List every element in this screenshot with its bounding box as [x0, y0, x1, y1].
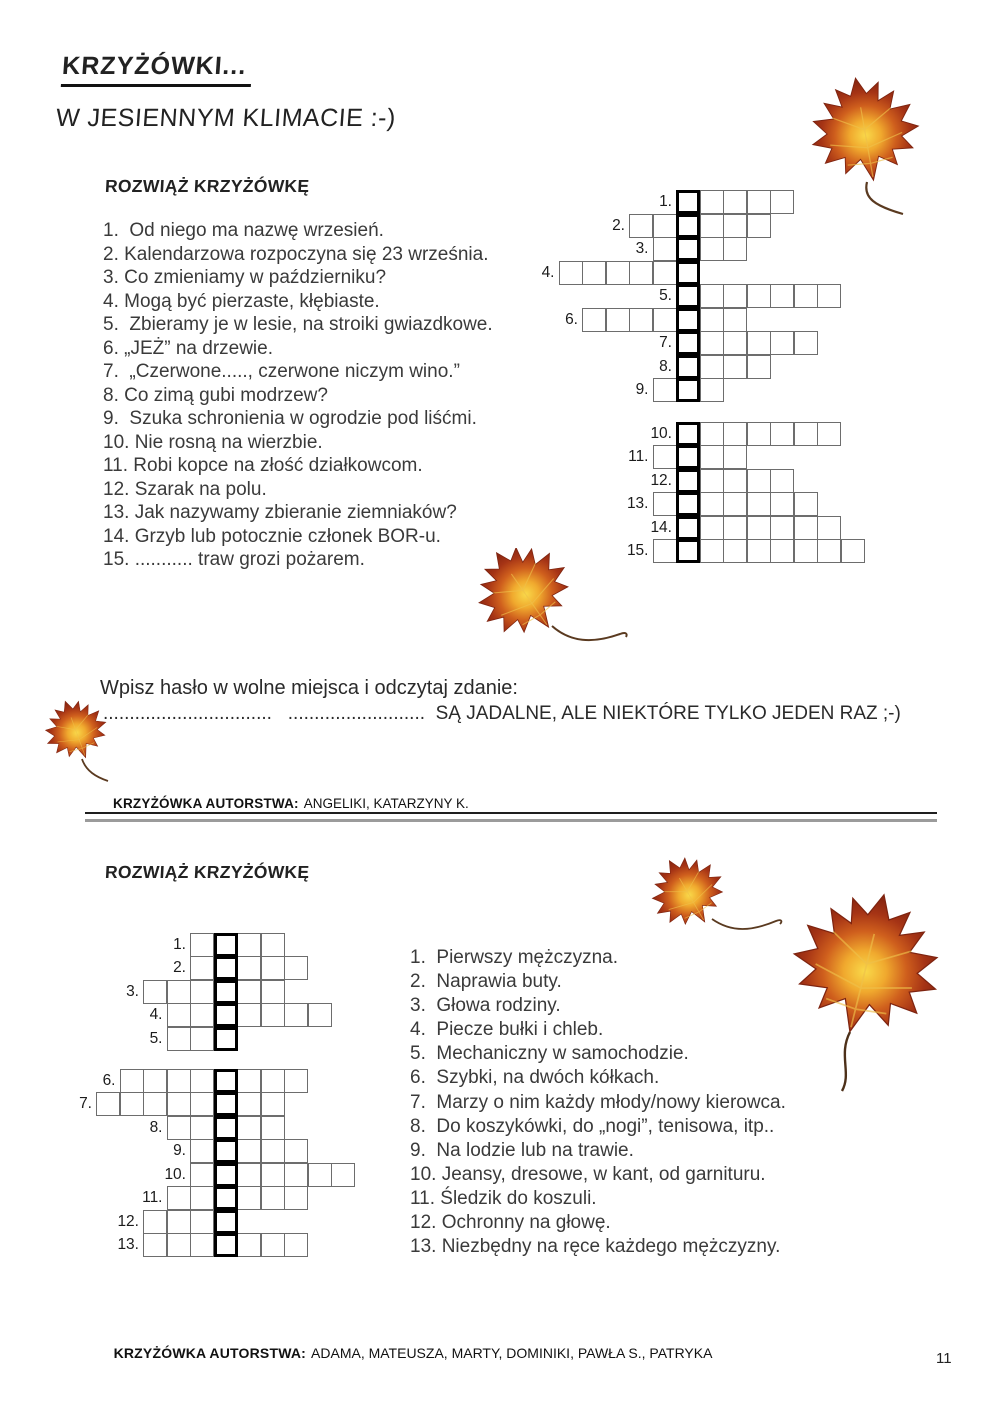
crossword-answer-cell: [214, 1116, 238, 1140]
maple-leaf-image: [40, 697, 120, 787]
crossword-cell: [653, 237, 677, 261]
grid-row-number: 15.: [626, 542, 649, 559]
grid-row-number: 4.: [149, 1006, 163, 1023]
crossword-answer-cell: [214, 1092, 238, 1116]
crossword-cell: [167, 1116, 191, 1140]
crossword-cell: [723, 355, 747, 379]
page-number: 11: [936, 1350, 952, 1367]
crossword-cell: [261, 1003, 285, 1027]
crossword-cell: [167, 1210, 191, 1234]
crossword-cell: [747, 284, 771, 308]
crossword-cell: [723, 539, 747, 563]
crossword-cell: [284, 1163, 308, 1187]
crossword-cell: [723, 445, 747, 469]
crossword-cell: [700, 492, 724, 516]
crossword-cell: [770, 422, 794, 446]
grid-row-number: 11.: [142, 1189, 163, 1206]
crossword-cell: [284, 1139, 308, 1163]
crossword-answer-cell: [676, 190, 700, 214]
crossword-cell: [770, 469, 794, 493]
crossword-cell: [237, 1116, 261, 1140]
crossword-cell: [190, 1210, 214, 1234]
grid-row-number: 9.: [173, 1142, 186, 1159]
clue-item: 14. Grzyb lub potocznie członek BOR-u.: [103, 525, 441, 547]
crossword-cell: [190, 980, 214, 1004]
crossword-cell: [284, 1233, 308, 1257]
crossword-cell: [237, 1233, 261, 1257]
crossword-cell: [261, 1233, 285, 1257]
crossword-cell: [629, 308, 653, 332]
crossword-cell: [261, 1116, 285, 1140]
crossword-cell: [261, 1186, 285, 1210]
clue-item: 12. Szarak na polu.: [103, 478, 267, 500]
crossword-cell: [723, 190, 747, 214]
crossword-cell: [653, 539, 677, 563]
crossword-cell: [308, 1163, 332, 1187]
crossword-cell: [284, 1069, 308, 1093]
clue-item: 5. Zbieramy je w lesie, na stroiki gwiazdkowe.: [103, 314, 493, 335]
crossword-grid-1: [541, 188, 878, 568]
credit-prefix: KRZYŻÓWKA AUTORSTWA:: [113, 796, 299, 811]
crossword-cell: [582, 308, 606, 332]
crossword-cell: [629, 214, 653, 238]
grid-row-number: 10.: [164, 1165, 186, 1183]
crossword-cell: [723, 214, 747, 238]
crossword-cell: [770, 539, 794, 563]
clue-item: 2. Kalendarzowa rozpoczyna się 23 września.: [103, 243, 489, 265]
grid-row-number: 3.: [635, 240, 649, 257]
crossword-answer-cell: [676, 331, 700, 355]
crossword-cell: [817, 284, 841, 308]
crossword-answer-cell: [214, 980, 238, 1004]
clue-item: 15. ........... traw grozi pożarem.: [103, 549, 365, 570]
crossword-cell: [747, 469, 771, 493]
crossword-cell: [237, 1139, 261, 1163]
crossword-cell: [723, 284, 747, 308]
crossword-cell: [190, 1139, 214, 1163]
crossword-cell: [167, 1186, 191, 1210]
crossword-grid-2: [79, 930, 455, 1262]
crossword-cell: [700, 539, 724, 563]
crossword-cell: [700, 378, 724, 402]
clue-item: 6. „JEŻ” na drzewie.: [103, 337, 273, 359]
password-answer-line: ................................ .......................... SĄ JADALNE, ALE NIEKTÓRE TYLKO JEDEN RAZ ;-): [103, 703, 901, 724]
crossword-cell: [261, 1092, 285, 1116]
crossword-answer-cell: [214, 1027, 238, 1051]
crossword-cell: [700, 469, 724, 493]
crossword-answer-cell: [676, 214, 700, 238]
grid-row-number: 5.: [659, 287, 672, 304]
crossword-cell: [190, 1069, 214, 1093]
clue-item: 12. Ochronny na głowę.: [410, 1212, 611, 1234]
crossword-cell: [606, 308, 630, 332]
crossword-cell: [606, 261, 630, 285]
crossword-answer-cell: [214, 1233, 238, 1257]
page-subtitle: W JESIENNYM KLIMACIE :-): [55, 104, 397, 132]
crossword-cell: [167, 980, 191, 1004]
grid-row-number: 1.: [659, 193, 672, 210]
crossword-cell: [653, 261, 677, 285]
maple-leaf-image: [462, 548, 637, 658]
crossword-answer-cell: [676, 422, 700, 446]
grid-row-number: 9.: [635, 381, 649, 398]
crossword-cell: [700, 516, 724, 540]
section-divider: [85, 812, 937, 814]
crossword-cell: [261, 956, 285, 980]
crossword-answer-cell: [214, 1210, 238, 1234]
crossword-cell: [700, 331, 724, 355]
clue-item: 7. „Czerwone....., czerwone niczym wino.”: [103, 361, 460, 382]
crossword-cell: [143, 1069, 167, 1093]
crossword-cell: [653, 492, 677, 516]
grid-row-number: 6.: [565, 310, 578, 328]
credit-names: ADAMA, MATEUSZA, MARTY, DOMINIKI, PAWŁA S., PATRYKA: [311, 1345, 713, 1361]
crossword-cell: [190, 1092, 214, 1116]
crossword-cell: [747, 331, 771, 355]
crossword-cell: [190, 1003, 214, 1027]
crossword-answer-cell: [676, 237, 700, 261]
crossword-cell: [700, 445, 724, 469]
crossword-cell: [237, 1092, 261, 1116]
crossword-cell: [653, 308, 677, 332]
crossword-cell: [653, 445, 677, 469]
crossword-cell: [653, 214, 677, 238]
crossword-answer-cell: [676, 469, 700, 493]
grid-row-number: 10.: [650, 424, 672, 442]
crossword-cell: [770, 492, 794, 516]
crossword-cell: [770, 284, 794, 308]
crossword-cell: [770, 331, 794, 355]
page-title: KRZYŻÓWKI...: [61, 52, 254, 87]
clue-item: 3. Głowa rodziny.: [410, 995, 561, 1017]
grid-row-number: 4.: [541, 263, 555, 281]
clue-item: 13. Niezbędny na ręce każdego mężczyzny.: [410, 1236, 781, 1258]
crossword-cell: [700, 308, 724, 332]
clue-item: 13. Jak nazywamy zbieranie ziemniaków?: [103, 502, 457, 523]
grid-row-number: 2.: [612, 216, 625, 234]
clue-item: 11. Robi kopce na złość działkowcom.: [103, 455, 423, 476]
crossword-answer-cell: [676, 378, 700, 402]
clue-item: 9. Szuka schronienia w ogrodzie pod liśćmi.: [103, 408, 477, 429]
password-prompt: Wpisz hasło w wolne miejsca i odczytaj zdanie:: [100, 677, 518, 699]
crossword-cell: [794, 284, 818, 308]
crossword-cell: [120, 1069, 144, 1093]
credit-names: ANGELIKI, KATARZYNY K.: [303, 796, 469, 811]
grid-row-number: 3.: [126, 982, 139, 1000]
crossword-cell: [700, 190, 724, 214]
clue-item: 4. Mogą być pierzaste, kłębiaste.: [103, 290, 380, 312]
crossword-cell: [331, 1163, 355, 1187]
crossword-cell: [700, 355, 724, 379]
grid-row-number: 11.: [628, 448, 649, 465]
clue-item: 10. Jeansy, dresowe, w kant, od garnituru.: [410, 1163, 766, 1185]
crossword-cell: [559, 261, 583, 285]
crossword-cell: [167, 1092, 191, 1116]
clue-item: 9. Na lodzie lub na trawie.: [410, 1139, 634, 1161]
crossword-cell: [817, 539, 841, 563]
crossword-cell: [261, 1163, 285, 1187]
crossword-cell: [770, 190, 794, 214]
crossword-cell: [167, 1027, 191, 1051]
crossword-cell: [794, 422, 818, 446]
crossword-cell: [143, 1210, 167, 1234]
crossword-answer-cell: [676, 539, 700, 563]
crossword-cell: [794, 539, 818, 563]
crossword-cell: [723, 422, 747, 446]
crossword-cell: [747, 190, 771, 214]
crossword-cell: [284, 956, 308, 980]
crossword-cell: [723, 469, 747, 493]
clue-item: 1. Pierwszy mężczyzna.: [410, 947, 618, 968]
crossword-cell: [167, 1069, 191, 1093]
clue-item: 6. Szybki, na dwóch kółkach.: [410, 1067, 660, 1089]
clue-item: 4. Piecze bułki i chleb.: [410, 1019, 604, 1041]
grid-row-number: 13.: [626, 495, 649, 512]
puzzle1-clue-list: [103, 219, 493, 572]
section-divider-shadow: [85, 819, 937, 822]
clue-item: 10. Nie rosną na wierzbie.: [103, 431, 323, 453]
crossword-cell: [794, 516, 818, 540]
crossword-cell: [308, 1003, 332, 1027]
crossword-cell: [237, 1163, 261, 1187]
crossword-answer-cell: [214, 1069, 238, 1093]
crossword-cell: [817, 516, 841, 540]
crossword-cell: [794, 331, 818, 355]
crossword-cell: [841, 539, 865, 563]
crossword-cell: [747, 422, 771, 446]
crossword-cell: [120, 1092, 144, 1116]
crossword-answer-cell: [676, 355, 700, 379]
crossword-cell: [723, 237, 747, 261]
crossword-cell: [261, 980, 285, 1004]
crossword-cell: [653, 378, 677, 402]
crossword-cell: [261, 1139, 285, 1163]
clue-item: 8. Co zimą gubi modrzew?: [103, 384, 328, 406]
crossword-answer-cell: [214, 1163, 238, 1187]
puzzle2-heading: ROZWIĄŻ KRZYŻÓWKĘ: [104, 862, 310, 882]
crossword-cell: [190, 1186, 214, 1210]
crossword-cell: [143, 980, 167, 1004]
crossword-cell: [794, 492, 818, 516]
clue-item: 11. Śledzik do koszuli.: [410, 1187, 597, 1209]
crossword-cell: [747, 492, 771, 516]
crossword-cell: [237, 980, 261, 1004]
crossword-cell: [723, 308, 747, 332]
crossword-cell: [96, 1092, 120, 1116]
clue-item: 8. Do koszykówki, do „nogi”, tenisowa, itp..: [410, 1115, 775, 1137]
crossword-cell: [237, 1003, 261, 1027]
crossword-cell: [190, 1163, 214, 1187]
crossword-cell: [723, 492, 747, 516]
crossword-cell: [700, 284, 724, 308]
crossword-cell: [190, 1233, 214, 1257]
crossword-cell: [143, 1092, 167, 1116]
crossword-cell: [237, 933, 261, 957]
crossword-cell: [284, 1186, 308, 1210]
crossword-answer-cell: [214, 933, 238, 957]
grid-row-number: 7.: [659, 334, 672, 351]
puzzle1-heading: ROZWIĄŻ KRZYŻÓWKĘ: [104, 176, 310, 196]
crossword-cell: [167, 1003, 191, 1027]
crossword-answer-cell: [676, 492, 700, 516]
crossword-cell: [261, 1069, 285, 1093]
crossword-cell: [700, 237, 724, 261]
grid-row-number: 13.: [117, 1236, 139, 1253]
crossword-cell: [700, 214, 724, 238]
crossword-answer-cell: [676, 284, 700, 308]
crossword-cell: [700, 422, 724, 446]
crossword-cell: [747, 539, 771, 563]
crossword-cell: [723, 331, 747, 355]
puzzle2-clue-list: [410, 946, 786, 1259]
crossword-cell: [143, 1233, 167, 1257]
crossword-cell: [770, 516, 794, 540]
crossword-answer-cell: [214, 1003, 238, 1027]
puzzle2-credit: [98, 1329, 712, 1377]
crossword-cell: [190, 956, 214, 980]
grid-row-number: 12.: [117, 1212, 139, 1230]
crossword-cell: [629, 261, 653, 285]
crossword-cell: [723, 516, 747, 540]
grid-row-number: 1.: [173, 935, 186, 953]
maple-leaf-image: [640, 855, 785, 945]
crossword-answer-cell: [676, 516, 700, 540]
crossword-cell: [582, 261, 606, 285]
crossword-cell: [284, 1003, 308, 1027]
grid-row-number: 8.: [659, 357, 672, 375]
clue-item: 7. Marzy o nim każdy młody/nowy kierowca.: [410, 1091, 786, 1113]
crossword-answer-cell: [676, 445, 700, 469]
crossword-cell: [747, 516, 771, 540]
grid-row-number: 8.: [149, 1118, 163, 1136]
crossword-answer-cell: [214, 1139, 238, 1163]
maple-leaf-image: [778, 885, 958, 1095]
crossword-cell: [237, 1186, 261, 1210]
crossword-cell: [817, 422, 841, 446]
crossword-cell: [190, 933, 214, 957]
crossword-cell: [167, 1233, 191, 1257]
maple-leaf-image: [803, 76, 933, 221]
crossword-answer-cell: [214, 956, 238, 980]
grid-row-number: 14.: [650, 518, 672, 536]
clue-item: 2. Naprawia buty.: [410, 971, 562, 993]
crossword-cell: [747, 355, 771, 379]
crossword-answer-cell: [676, 261, 700, 285]
clue-item: 1. Od niego ma nazwę wrzesień.: [103, 220, 384, 241]
grid-row-number: 6.: [102, 1071, 116, 1089]
grid-row-number: 5.: [149, 1029, 163, 1047]
crossword-cell: [261, 933, 285, 957]
grid-row-number: 12.: [650, 471, 672, 489]
crossword-cell: [747, 214, 771, 238]
grid-row-number: 2.: [173, 959, 186, 976]
crossword-answer-cell: [676, 308, 700, 332]
crossword-cell: [190, 1027, 214, 1051]
crossword-answer-cell: [214, 1186, 238, 1210]
crossword-cell: [237, 1069, 261, 1093]
clue-item: 3. Co zmieniamy w październiku?: [103, 267, 387, 288]
credit-prefix: KRZYŻÓWKA AUTORSTWA:: [113, 1345, 307, 1361]
grid-row-number: 7.: [79, 1095, 92, 1112]
clue-item: 5. Mechaniczny w samochodzie.: [410, 1043, 689, 1065]
crossword-cell: [237, 956, 261, 980]
crossword-cell: [190, 1116, 214, 1140]
